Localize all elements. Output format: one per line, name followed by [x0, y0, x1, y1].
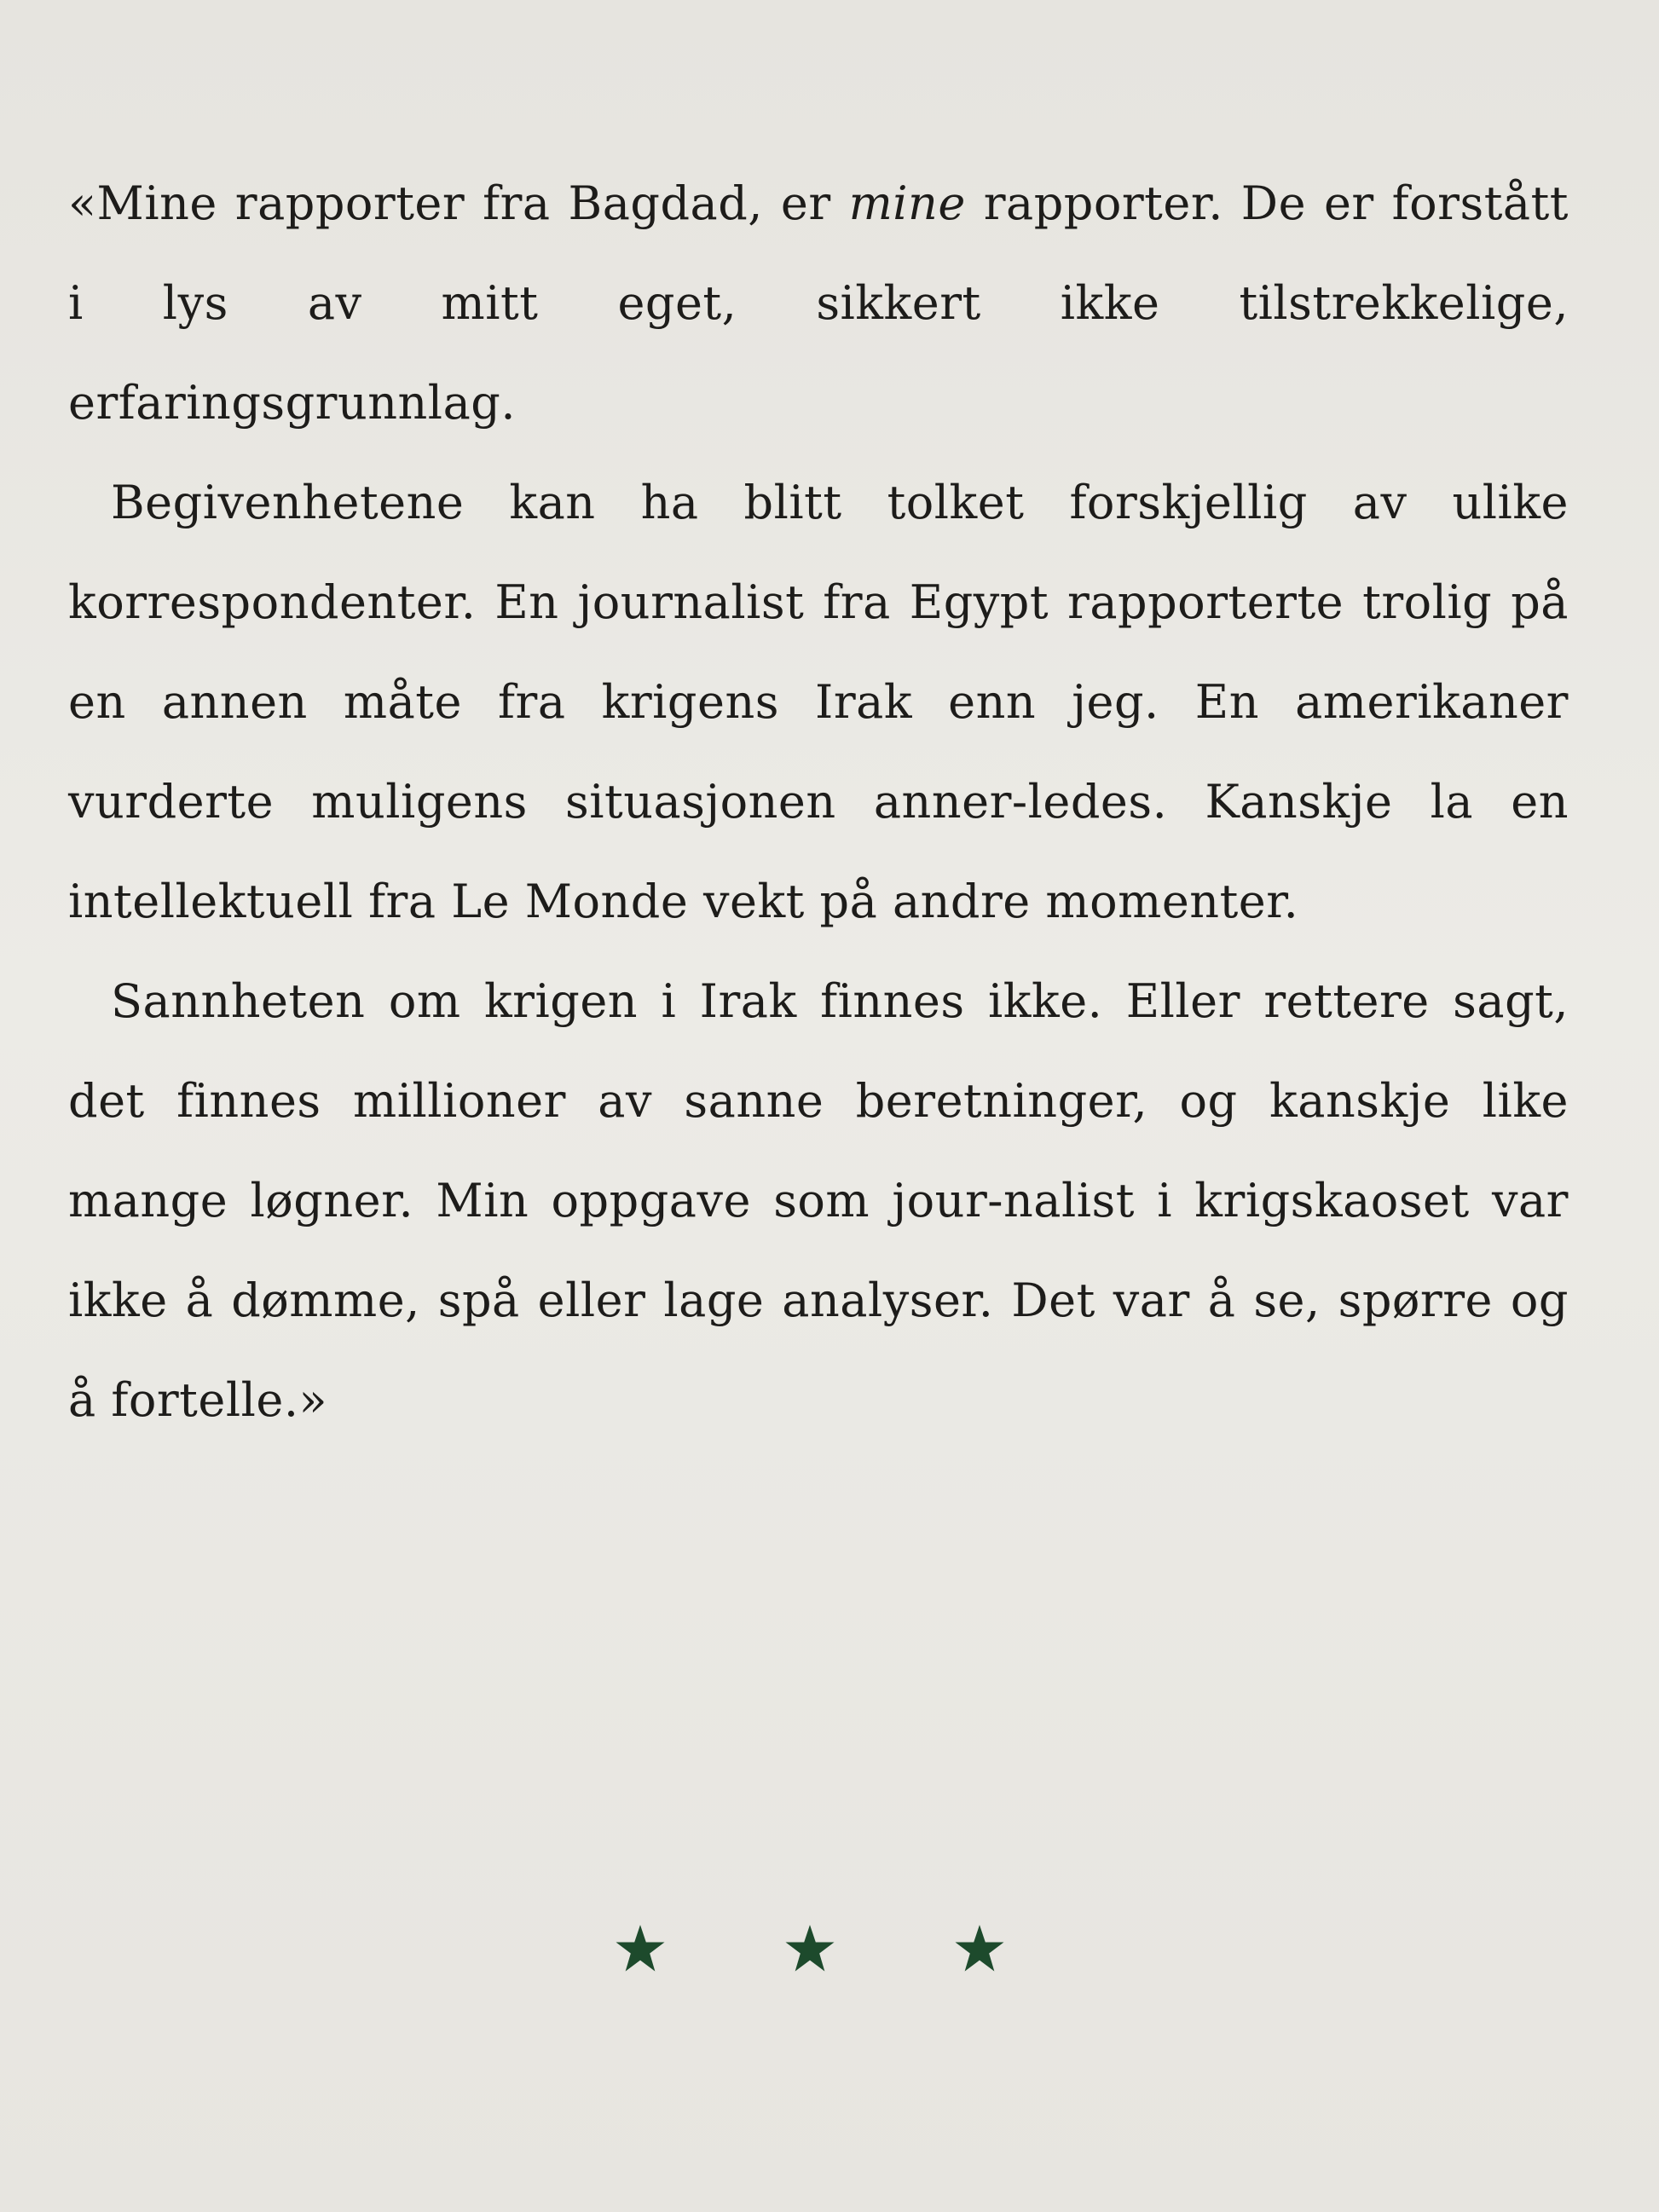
paragraph-1-start: «Mine rapporter fra Bagdad, er	[68, 176, 849, 230]
star-icon	[783, 1922, 836, 1975]
paragraph-1	[68, 153, 1569, 453]
quote-block	[68, 153, 1569, 1450]
emphasis-mine: mine	[848, 176, 966, 230]
star-icon	[614, 1922, 667, 1975]
star-ornament	[614, 1922, 1006, 1975]
star-icon	[953, 1922, 1006, 1975]
paragraph-2: Begivenhetene kan ha blitt tolket forskjellig av ulike korrespondenter. En journalist fra Egypt rapporterte trolig på en annen måte fra krigens Irak enn jeg. En amerikaner vurderte muligens situasjonen anner-ledes. Kanskje la en intellektuell fra Le Monde vekt på andre momenter.	[68, 476, 1569, 928]
paragraph-3: Sannheten om krigen i Irak finnes ikke. Eller rettere sagt, det finnes millioner av sanne beretninger, og kanskje like mange løgner. Min oppgave som jour-nalist i krigskaoset var ikke å dømme, spå eller lage analyser. Det var å se, spørre og å fortelle.»	[68, 974, 1569, 1427]
paragraph-1-end: rapporter. De er forstått i lys av mitt eget, sikkert ikke tilstrekkelige, erfaringsgrunnlag.	[68, 176, 1569, 430]
